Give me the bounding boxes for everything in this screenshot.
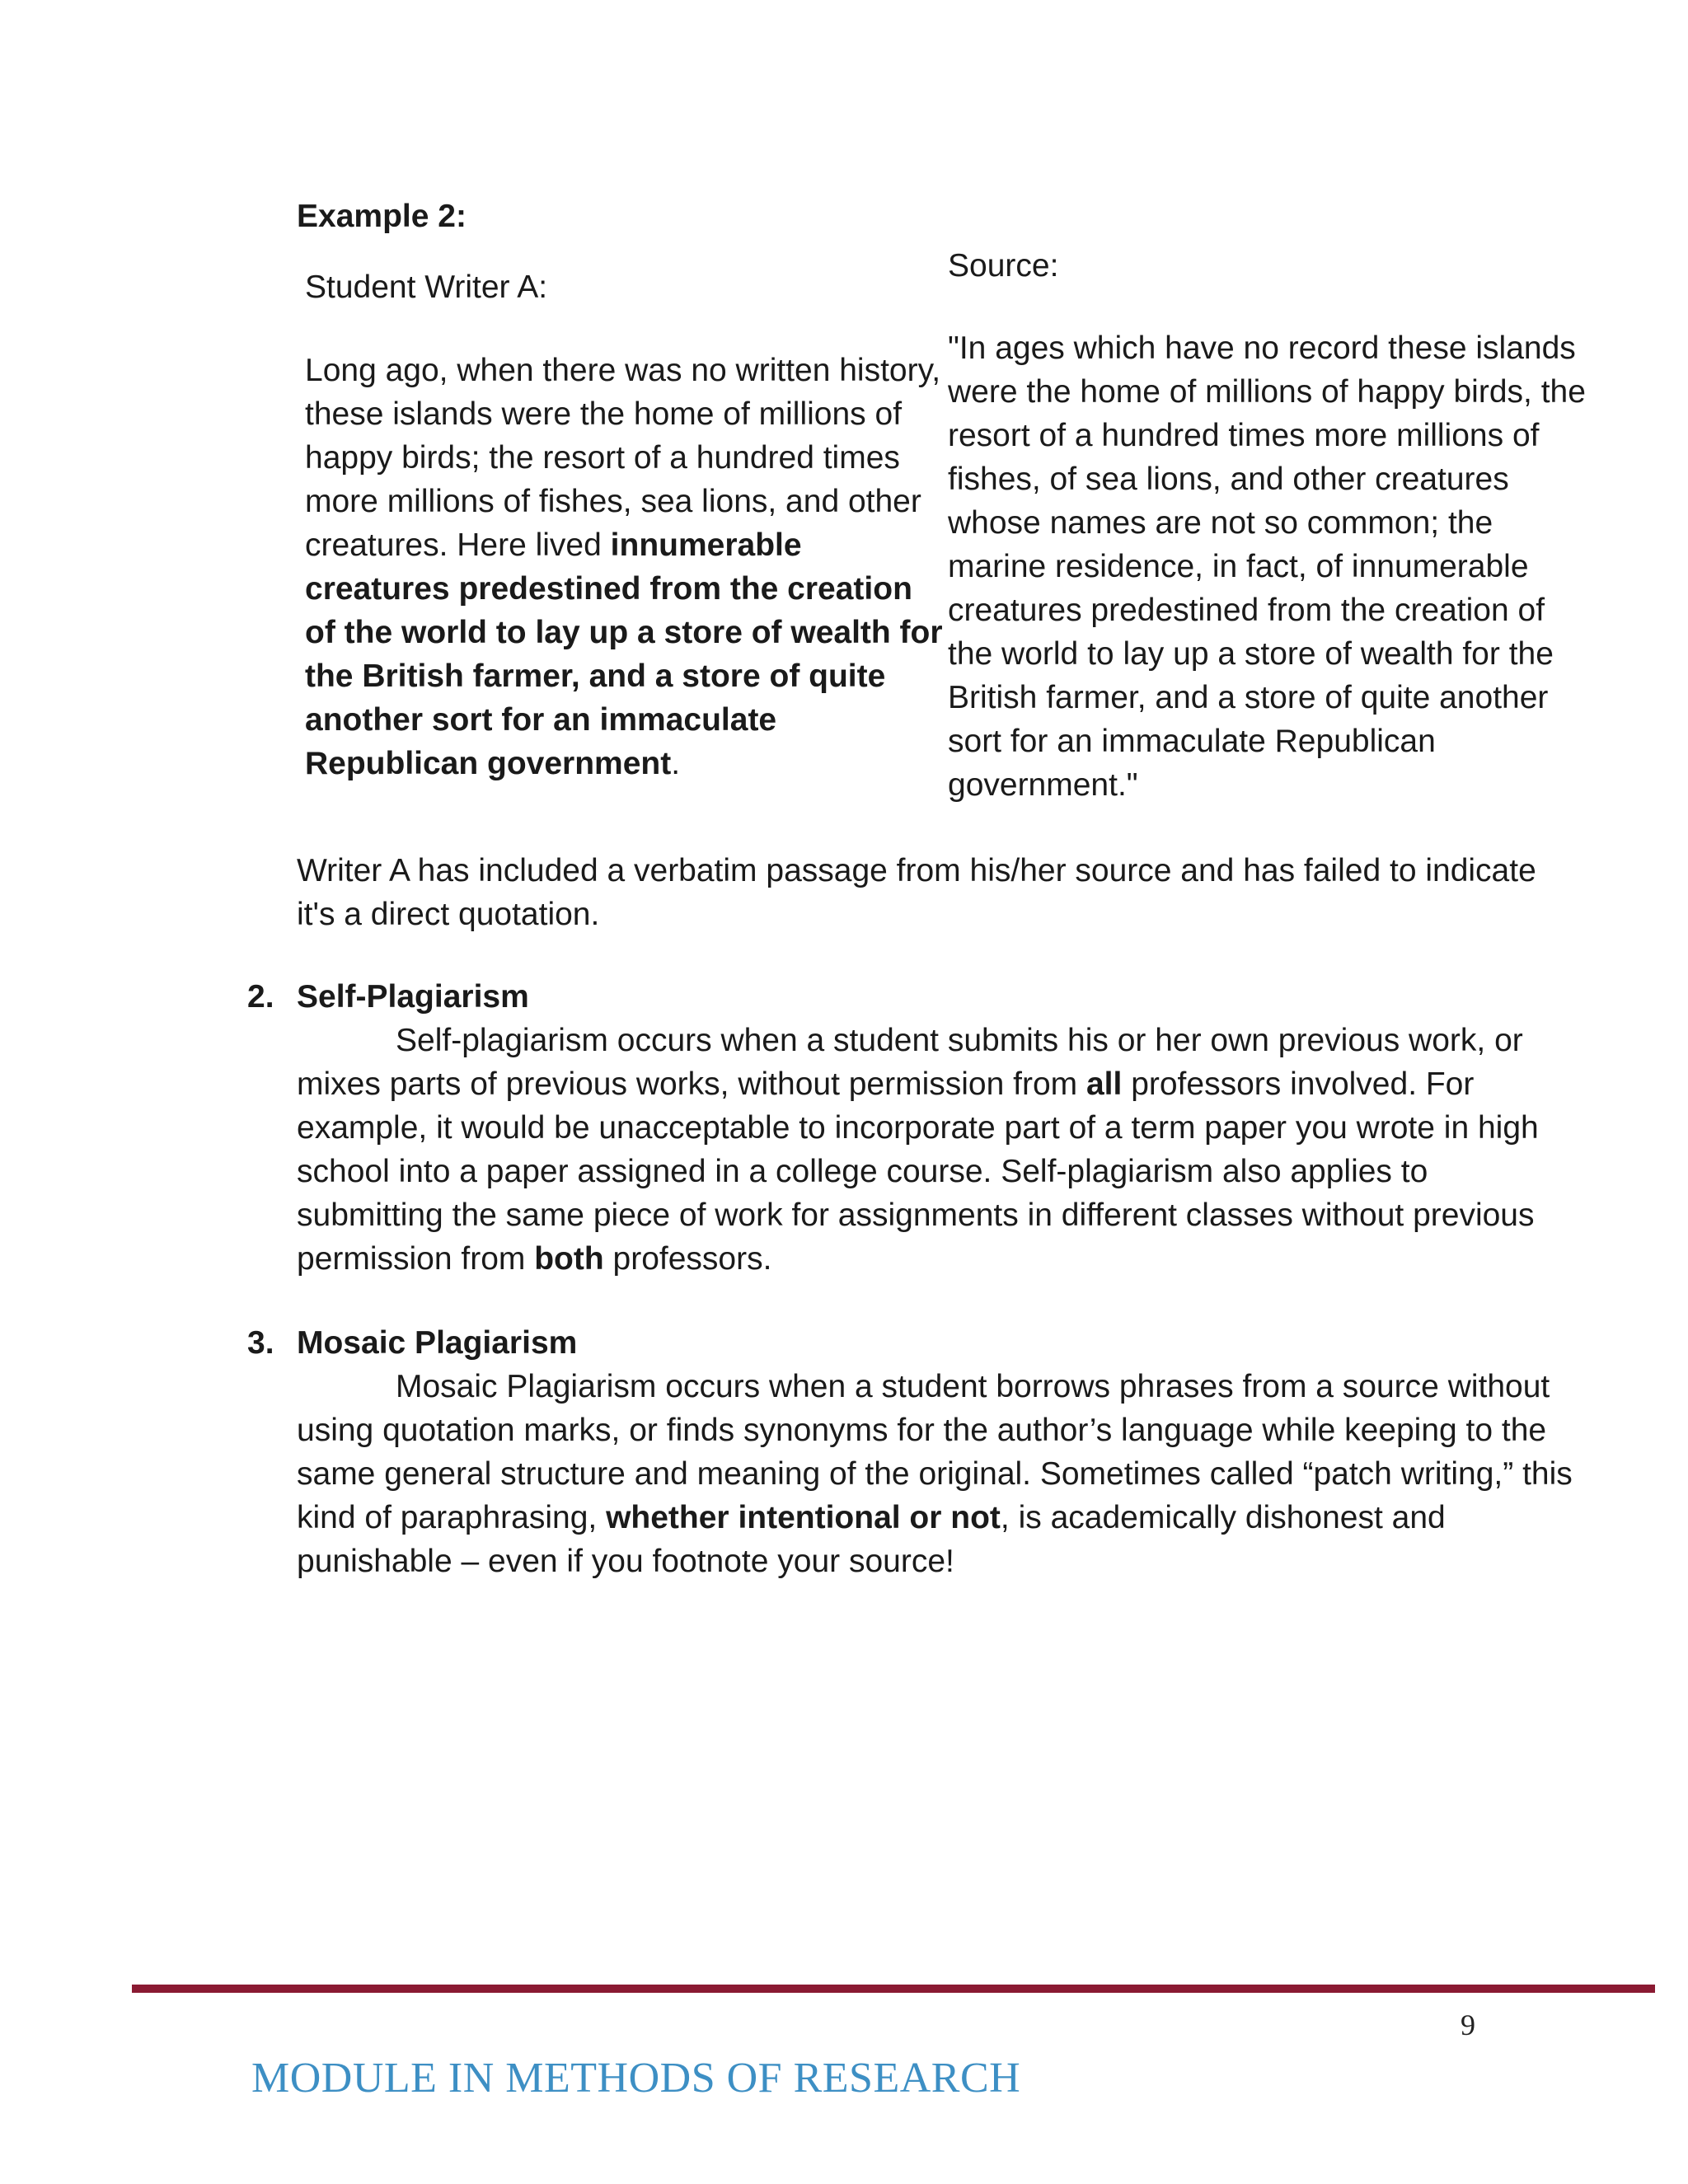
section-body — [297, 1365, 1582, 1583]
source-column — [948, 244, 1591, 807]
example-heading: Example 2: — [297, 199, 467, 234]
section-heading — [247, 975, 1582, 1019]
source-passage: "In ages which have no record these islands were the home of millions of happy birds, the resort of a hundred times more millions of fishes, of sea lions, and other creatures whose names are not so common; the marine residence, in fact, of innumerable creatures predestined from the creation of the world to lay up a store of wealth for the British farmer, and a store of quite another sort for an immaculate Republican government." — [948, 330, 1586, 803]
student-writer-label: Student Writer A: — [305, 269, 548, 305]
body-text: professors. — [603, 1241, 772, 1277]
body-emphasis: all — [1085, 1066, 1123, 1102]
example-conclusion: Writer A has included a verbatim passage from his/her source and has failed to indicate it's a direct quotation. — [297, 853, 1536, 932]
student-passage-bold: innumerable creatures predestined from the creation of the world to lay up a store of wealth for the British farmer, and a store of quite another sort for an immaculate Republican government — [305, 527, 943, 781]
student-writer-column — [305, 265, 948, 785]
body-text: , is academically dishonest and punishable – even if you footnote your source! — [297, 1500, 1446, 1579]
section-number: 3. — [247, 1325, 274, 1361]
body-emphasis: whether intentional or not — [606, 1500, 1001, 1535]
section-heading — [247, 1321, 1582, 1365]
page-number: 9 — [1461, 2008, 1475, 2041]
section-title: Self-Plagiarism — [297, 979, 529, 1015]
section-body — [297, 1019, 1582, 1281]
student-passage-end: . — [671, 746, 681, 781]
source-label: Source: — [948, 248, 1059, 284]
section-self-plagiarism — [247, 975, 1582, 1281]
footer-divider — [132, 1985, 1655, 1993]
student-passage-plain: Long ago, when there was no written history, these islands were the home of millions of happy birds; the resort of a hundred times more millions of fishes, sea lions, and other creatures. Here lived — [305, 353, 941, 563]
section-title: Mosaic Plagiarism — [297, 1325, 578, 1361]
footer-module-title: MODULE IN METHODS OF RESEARCH — [251, 2055, 1021, 2102]
body-text: Self-plagiarism occurs when a student submits his or her own previous work, or mixes parts of previous works, without permission from — [297, 1023, 1523, 1102]
body-text: professors involved. For example, it would be unacceptable to incorporate part of a term paper you wrote in high school into a paper assigned in a college course. Self-plagiarism also applies to submitting the same piece of work for assignments in different classes without previous permission from — [297, 1066, 1539, 1277]
body-emphasis: both — [534, 1241, 604, 1277]
student-writer-passage — [305, 349, 948, 785]
body-text: Mosaic Plagiarism occurs when a student borrows phrases from a source without using quotation marks, or finds synonyms for the author’s language while keeping to the same general structure and meaning of the original. Sometimes called “patch writing,” this kind of paraphrasing, — [297, 1369, 1573, 1535]
section-number: 2. — [247, 979, 274, 1015]
section-mosaic-plagiarism — [247, 1321, 1582, 1583]
